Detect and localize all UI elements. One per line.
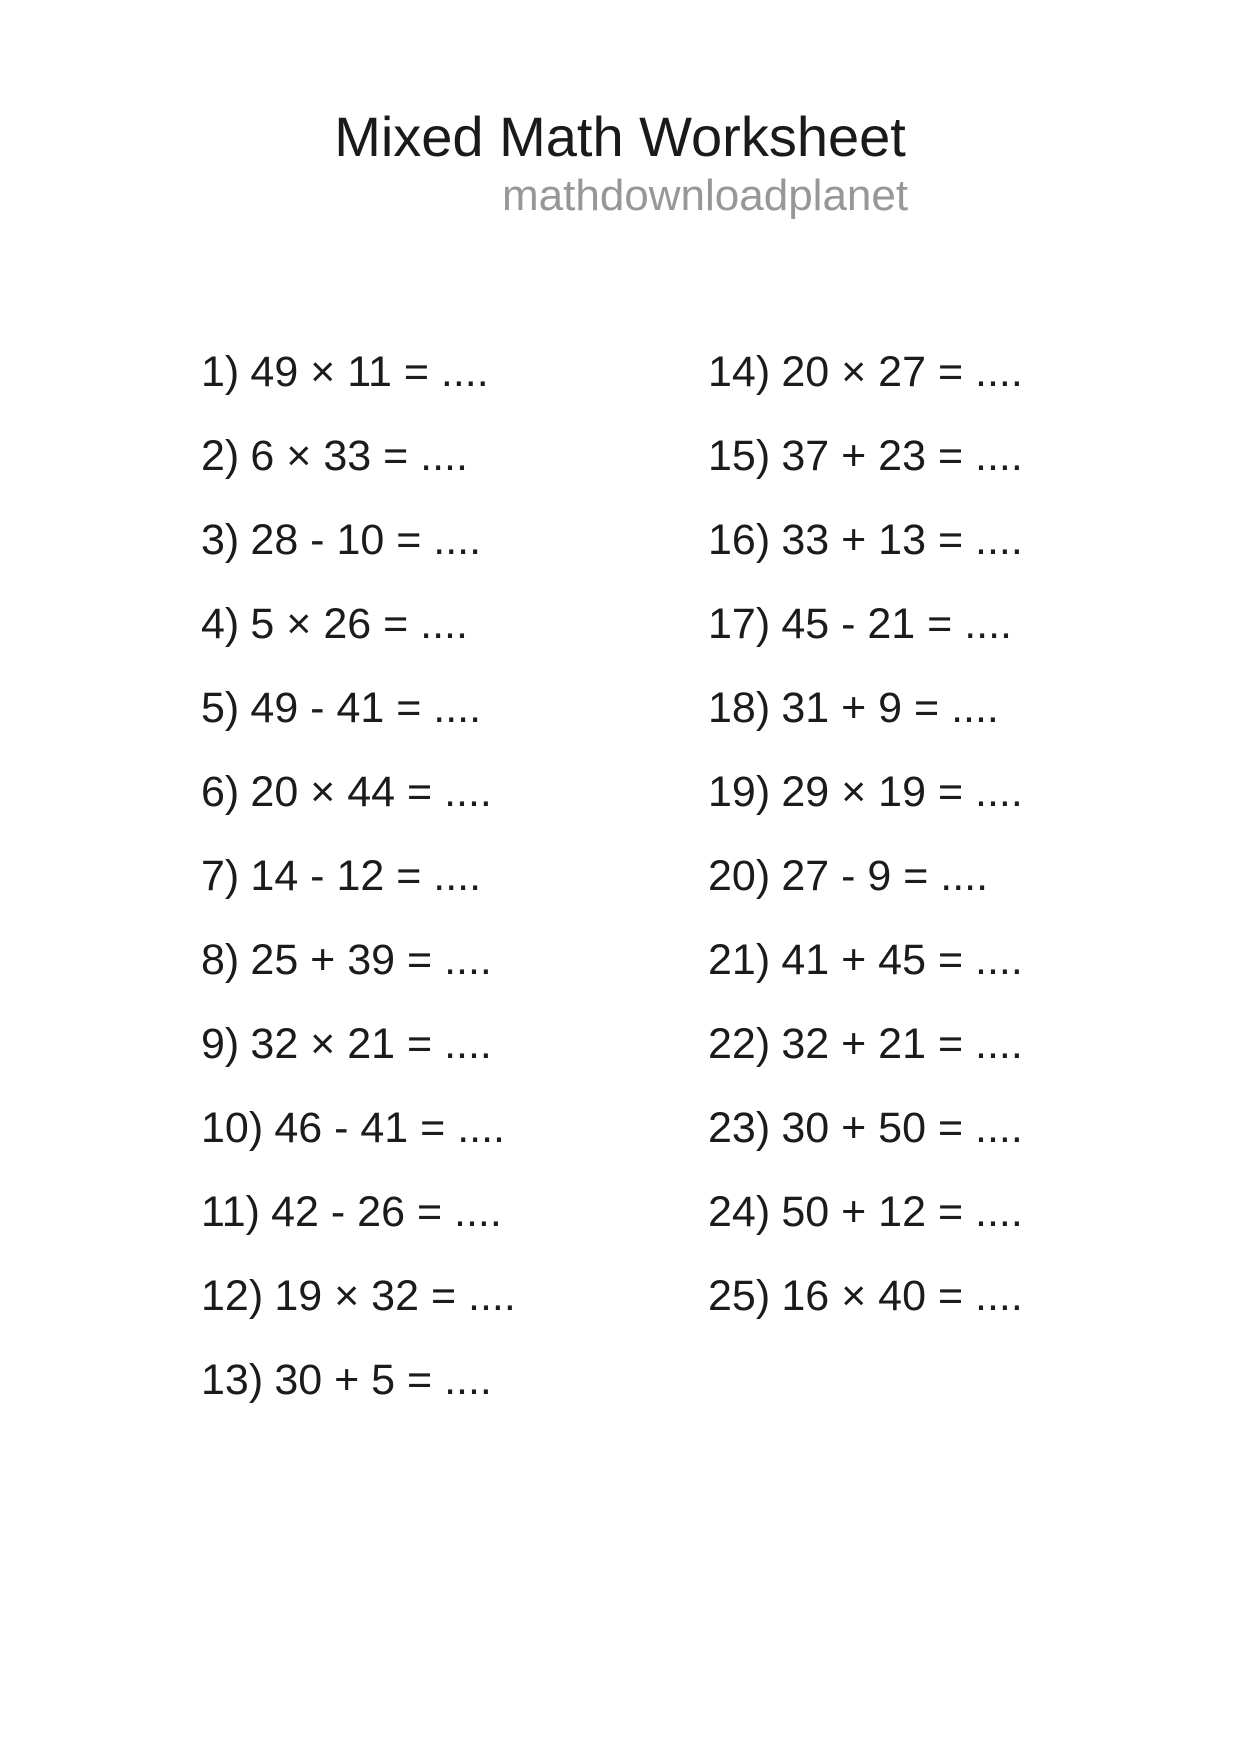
problem-number: 19) bbox=[708, 768, 771, 816]
problem-expression: 20 × 27 = .... bbox=[781, 348, 1023, 396]
problem-row bbox=[708, 498, 1023, 582]
problem-row bbox=[708, 918, 1023, 1002]
problem-expression: 49 - 41 = .... bbox=[250, 684, 482, 732]
problem-row bbox=[201, 582, 516, 666]
problem-expression: 14 - 12 = .... bbox=[250, 852, 482, 900]
problem-expression: 30 + 50 = .... bbox=[781, 1104, 1023, 1152]
problem-row bbox=[708, 834, 1023, 918]
problem-expression: 16 × 40 = .... bbox=[781, 1272, 1023, 1320]
problem-row bbox=[708, 414, 1023, 498]
problem-row bbox=[708, 666, 1023, 750]
problem-row bbox=[708, 582, 1023, 666]
problem-row bbox=[201, 414, 516, 498]
problem-number: 15) bbox=[708, 432, 771, 480]
problem-row bbox=[201, 330, 516, 414]
problem-expression: 37 + 23 = .... bbox=[781, 432, 1023, 480]
problem-expression: 25 + 39 = .... bbox=[250, 936, 492, 984]
problems-column-right bbox=[708, 330, 1023, 1338]
problem-number: 16) bbox=[708, 516, 771, 564]
problem-expression: 28 - 10 = .... bbox=[250, 516, 482, 564]
problem-expression: 20 × 44 = .... bbox=[250, 768, 492, 816]
problem-row bbox=[708, 330, 1023, 414]
site-watermark: mathdownloadplanet bbox=[502, 171, 909, 220]
problem-expression: 32 × 21 = .... bbox=[250, 1020, 492, 1068]
problem-number: 14) bbox=[708, 348, 771, 396]
problem-number: 8) bbox=[201, 936, 240, 984]
problem-row bbox=[708, 1086, 1023, 1170]
problem-expression: 29 × 19 = .... bbox=[781, 768, 1023, 816]
problem-number: 2) bbox=[201, 432, 240, 480]
problem-expression: 46 - 41 = .... bbox=[274, 1104, 505, 1152]
problem-row bbox=[201, 666, 516, 750]
problem-number: 6) bbox=[201, 768, 240, 816]
problem-row bbox=[201, 1086, 516, 1170]
problem-row bbox=[708, 750, 1023, 834]
problem-expression: 32 + 21 = .... bbox=[781, 1020, 1023, 1068]
problem-expression: 49 × 11 = .... bbox=[250, 348, 489, 396]
problem-row bbox=[201, 918, 516, 1002]
problem-number: 1) bbox=[201, 348, 240, 396]
problem-expression: 19 × 32 = .... bbox=[274, 1272, 516, 1320]
problem-expression: 42 - 26 = .... bbox=[271, 1188, 502, 1236]
problem-row bbox=[708, 1002, 1023, 1086]
problem-expression: 45 - 21 = .... bbox=[781, 600, 1012, 648]
problem-number: 24) bbox=[708, 1188, 771, 1236]
problem-number: 11) bbox=[201, 1188, 260, 1236]
problem-number: 25) bbox=[708, 1272, 771, 1320]
problem-number: 5) bbox=[201, 684, 240, 732]
problem-number: 13) bbox=[201, 1356, 264, 1404]
problem-number: 7) bbox=[201, 852, 240, 900]
problem-row bbox=[201, 1170, 516, 1254]
problem-row bbox=[201, 498, 516, 582]
problem-expression: 30 + 5 = .... bbox=[274, 1356, 492, 1404]
problem-number: 12) bbox=[201, 1272, 264, 1320]
problem-number: 23) bbox=[708, 1104, 771, 1152]
problem-number: 17) bbox=[708, 600, 771, 648]
problem-expression: 31 + 9 = .... bbox=[781, 684, 999, 732]
problem-row bbox=[708, 1254, 1023, 1338]
problem-number: 21) bbox=[708, 936, 771, 984]
problem-number: 18) bbox=[708, 684, 771, 732]
problem-expression: 6 × 33 = .... bbox=[250, 432, 468, 480]
problem-expression: 33 + 13 = .... bbox=[781, 516, 1023, 564]
problem-number: 10) bbox=[201, 1104, 264, 1152]
problem-row bbox=[708, 1170, 1023, 1254]
problem-row bbox=[201, 1338, 516, 1422]
problem-number: 20) bbox=[708, 852, 771, 900]
page-title: Mixed Math Worksheet bbox=[334, 105, 906, 168]
problem-row bbox=[201, 834, 516, 918]
problem-number: 22) bbox=[708, 1020, 771, 1068]
problem-row bbox=[201, 1254, 516, 1338]
problems-column-left bbox=[201, 330, 516, 1422]
problem-row bbox=[201, 750, 516, 834]
problem-expression: 41 + 45 = .... bbox=[781, 936, 1023, 984]
problem-expression: 27 - 9 = .... bbox=[781, 852, 989, 900]
problem-expression: 5 × 26 = .... bbox=[250, 600, 468, 648]
problem-number: 4) bbox=[201, 600, 240, 648]
problem-number: 3) bbox=[201, 516, 240, 564]
problem-number: 9) bbox=[201, 1020, 240, 1068]
problem-expression: 50 + 12 = .... bbox=[781, 1188, 1023, 1236]
problem-row bbox=[201, 1002, 516, 1086]
